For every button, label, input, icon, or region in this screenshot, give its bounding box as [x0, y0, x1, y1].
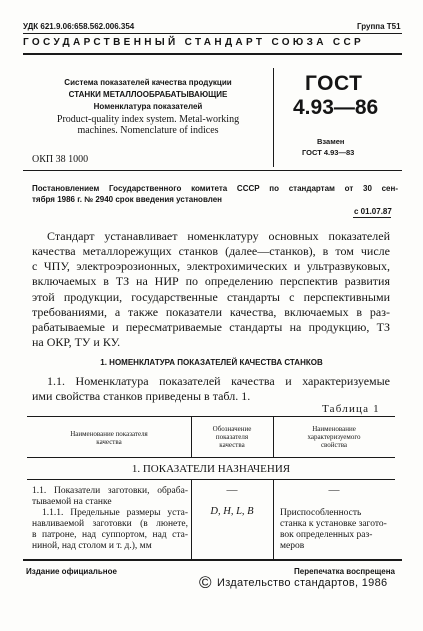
okp-code: ОКП 38 1000: [32, 154, 89, 165]
title-subtitle: Номенклатура показателей: [93, 102, 203, 111]
title-system: Система показателей качества продукции: [64, 78, 232, 87]
table-row-2-symbol: D, H, L, B: [210, 506, 254, 517]
title-bottom-rule: [23, 170, 402, 171]
table-header-col3: Наименование характеризуемого свойства: [307, 425, 361, 449]
replace-value: ГОСТ 4.93—83: [302, 148, 355, 157]
copyright-icon: ©: [199, 573, 212, 592]
gost-label: ГОСТ: [305, 72, 363, 95]
replace-label: Взамен: [317, 137, 345, 146]
header-bottom-rule: [23, 53, 402, 55]
table-row-2-property: Приспособленность станка к установке загото- вок определенных раз- меров: [280, 508, 387, 551]
section-1-para-line-1: 1.1. Номенклатура показателей качества и характеризуемые: [47, 374, 390, 388]
table-row-1-symbol: —: [226, 484, 238, 496]
table-group-title: 1. ПОКАЗАТЕЛИ НАЗНАЧЕНИЯ: [131, 463, 291, 475]
reprint-notice: Перепечатка воспрещена: [294, 567, 395, 576]
table-caption: Таблица 1: [322, 403, 380, 415]
table-header-col1: Наименование показателя качества: [70, 430, 148, 446]
intro-line-2: качества металлорежущих станков (далее—станков), в том числе: [32, 244, 390, 258]
standard-banner: ГОСУДАРСТВЕННЫЙ СТАНДАРТ СОЮЗА ССР: [23, 37, 365, 48]
table-row-2-name: 1.1.1. Предельные размеры уста- навливаемой заготовки (в люнете, в патроне, над суппортом, над ста- ниной, над столом и т. д.), мм: [32, 508, 188, 551]
intro-line-8: на ОКР, ТУ и КУ.: [32, 335, 121, 349]
copyright-text: Издательство стандартов, 1986: [217, 577, 388, 589]
table-top-border: [27, 416, 395, 417]
gost-number: 4.93—86: [293, 96, 379, 119]
udc-code: УДК 621.9.06:658.562.006.354: [23, 22, 135, 31]
intro-line-6: требованиями, а также показатели качества, включаемых в раз-: [32, 305, 390, 319]
intro-line-3: с ЧПУ, электроэрозионных, электрохимических и ультразвуковых,: [32, 259, 390, 273]
intro-line-1: Стандарт устанавливает номенклатуру основных показателей: [47, 229, 390, 243]
section-1-para-line-2: ими свойства станков приведены в табл. 1.: [32, 389, 251, 403]
effective-date: с 01.07.87: [354, 207, 392, 216]
table-header-col2: Обозначение показателя качества: [212, 425, 252, 449]
title-main: СТАНКИ МЕТАЛЛООБРАБАТЫВАЮЩИЕ: [68, 90, 228, 99]
title-english-1: Product-quality index system. Metal-working: [56, 114, 240, 125]
header-top-rule: [23, 33, 402, 34]
intro-line-4: включаемых в ТЗ на НИР по определению перспектив развития: [32, 274, 390, 288]
section-1-heading: 1. НОМЕНКЛАТУРА ПОКАЗАТЕЛЕЙ КАЧЕСТВА СТАНКОВ: [100, 358, 323, 367]
decree-line-1: Постановлением Государственного комитета СССР по стандартам от 30 сен-: [32, 184, 398, 193]
effective-date-underline: [353, 217, 391, 218]
table-header-bottom-border: [27, 457, 395, 458]
group-code: Группа Т51: [357, 22, 401, 31]
official-edition: Издание официальное: [26, 567, 117, 576]
title-divider: [273, 68, 274, 167]
title-english-2: machines. Nomenclature of indices: [77, 125, 219, 136]
table-row-1-name: 1.1. Показатели заготовки, обраба- тываемой на станке: [32, 486, 188, 507]
intro-line-5: этой продукции, государственные стандарты с перспективными: [32, 290, 390, 304]
decree-line-2: тября 1986 г. № 2940 срок введения установлен: [32, 195, 223, 204]
intro-line-7: рабатываемые и пересматриваемые стандарты на продукцию, ТЗ: [32, 320, 390, 334]
table-group-bottom-border: [27, 479, 395, 480]
footer-rule: [23, 559, 402, 561]
table-row-1-property: —: [328, 484, 340, 496]
